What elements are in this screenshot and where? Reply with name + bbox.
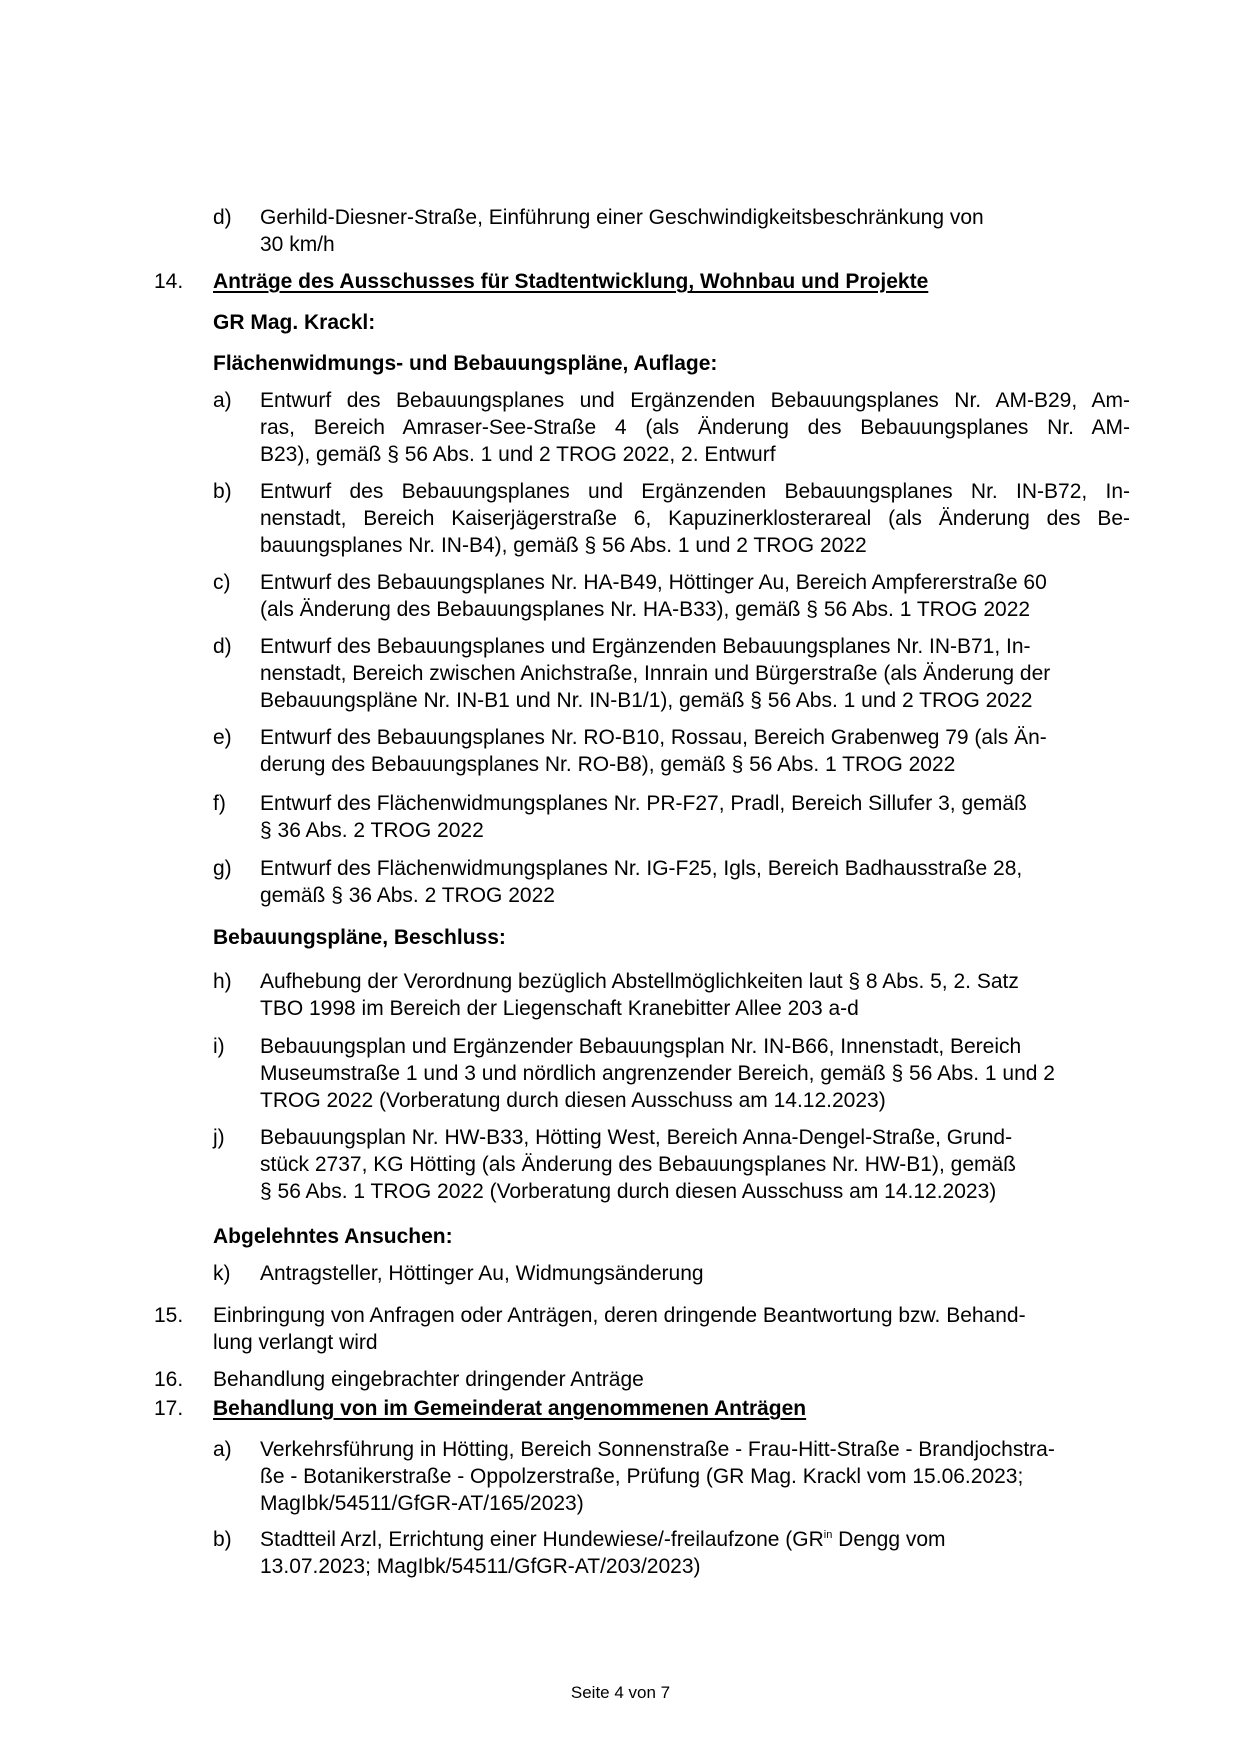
speaker-label: GR Mag. Krackl:	[213, 311, 376, 334]
group-heading: Flächenwidmungs- und Bebauungspläne, Auflage:	[213, 352, 718, 375]
list-item: Aufhebung der Verordnung bezüglich Abstellmöglichkeiten laut § 8 Abs. 5, 2. Satz TBO 1998 im Bereich der Liegenschaft Kranebitter Allee 203 a-d	[260, 970, 1019, 1020]
list-item: Entwurf des Bebauungsplanes und Ergänzenden Bebauungsplanes Nr. AM-B29, Am- ras, Bereich Amraser-See-Straße 4 (als Änderung des Bebauungsplanes Nr. AM- B23), gemäß § 56 Abs. 1 und 2 TROG 2022, 2. Entwurf	[260, 389, 1130, 466]
section-text: Behandlung eingebrachter dringender Anträge	[213, 1368, 644, 1391]
list-item: Entwurf des Bebauungsplanes Nr. HA-B49, Höttinger Au, Bereich Ampfererstraße 60 (als Änderung des Bebauungsplanes Nr. HA-B33), gemäß § 56 Abs. 1 TROG 2022	[260, 571, 1047, 621]
list-marker: e)	[213, 726, 232, 749]
list-marker: a)	[213, 1438, 232, 1461]
list-marker: i)	[213, 1035, 225, 1058]
page-number: Seite 4 von 7	[570, 1683, 671, 1702]
list-marker: h)	[213, 970, 232, 993]
section-title: Behandlung von im Gemeinderat angenommenen Anträgen	[213, 1397, 807, 1420]
list-item: Entwurf des Bebauungsplanes und Ergänzenden Bebauungsplanes Nr. IN-B71, In- nenstadt, Bereich zwischen Anichstraße, Innrain und Bürgerstraße (als Änderung der Bebauungspläne Nr. IN-B1 und Nr. IN-B1/1), gemäß § 56 Abs. 1 und 2 TROG 2022	[260, 635, 1051, 712]
section-number: 16.	[154, 1368, 184, 1391]
list-item: Bebauungsplan und Ergänzender Bebauungsplan Nr. IN-B66, Innenstadt, Bereich Museumstraße 1 und 3 und nördlich angrenzender Bereich, gemäß § 56 Abs. 1 und 2 TROG 2022 (Vorberatung durch diesen Ausschuss am 14.12.2023)	[260, 1035, 1055, 1112]
list-marker: f)	[213, 792, 226, 815]
list-marker: b)	[213, 480, 232, 503]
list-marker: d)	[213, 206, 232, 229]
section-number: 15.	[154, 1304, 184, 1327]
list-item: Bebauungsplan Nr. HW-B33, Hötting West, Bereich Anna-Dengel-Straße, Grund- stück 2737, KG Hötting (als Änderung des Bebauungsplanes Nr. HW-B1), gemäß § 56 Abs. 1 TROG 2022 (Vorberatung durch diesen Ausschuss am 14.12.2023)	[260, 1126, 1017, 1203]
section-number: 14.	[154, 270, 184, 293]
list-marker: j)	[213, 1126, 225, 1149]
list-marker: d)	[213, 635, 232, 658]
list-item: Verkehrsführung in Hötting, Bereich Sonnenstraße - Frau-Hitt-Straße - Brandjochstra- ße - Botanikerstraße - Oppolzerstraße, Prüfung (GR Mag. Krackl vom 15.06.2023; MagIbk/54511/GfGR-AT/165/2023)	[260, 1438, 1055, 1515]
section-title: Anträge des Ausschusses für Stadtentwicklung, Wohnbau und Projekte	[213, 270, 929, 293]
list-marker: k)	[213, 1262, 231, 1285]
list-item: Entwurf des Flächenwidmungsplanes Nr. IG-F25, Igls, Bereich Badhausstraße 28, gemäß § 36 Abs. 2 TROG 2022	[260, 857, 1023, 907]
section-number: 17.	[154, 1397, 184, 1420]
list-marker: b)	[213, 1528, 232, 1551]
list-item: Entwurf des Flächenwidmungsplanes Nr. PR-F27, Pradl, Bereich Sillufer 3, gemäß § 36 Abs. 2 TROG 2022	[260, 792, 1027, 842]
list-item: Antragsteller, Höttinger Au, Widmungsänderung	[260, 1262, 704, 1285]
list-marker: g)	[213, 857, 232, 880]
list-item: Entwurf des Bebauungsplanes Nr. RO-B10, Rossau, Bereich Grabenweg 79 (als Än- derung des Bebauungsplanes Nr. RO-B8), gemäß § 56 Abs. 1 TROG 2022	[260, 726, 1047, 776]
list-marker: a)	[213, 389, 232, 412]
list-item: Entwurf des Bebauungsplanes und Ergänzenden Bebauungsplanes Nr. IN-B72, In- nenstadt, Bereich Kaiserjägerstraße 6, Kapuzinerklosterareal (als Änderung des Be- bauungsplanes Nr. IN-B4), gemäß § 56 Abs. 1 und 2 TROG 2022	[260, 480, 1130, 557]
section-text: Einbringung von Anfragen oder Anträgen, deren dringende Beantwortung bzw. Behand- lung verlangt wird	[213, 1304, 1026, 1354]
list-item: Gerhild-Diesner-Straße, Einführung einer Geschwindigkeitsbeschränkung von 30 km/h	[260, 206, 984, 256]
list-item: Stadtteil Arzl, Errichtung einer Hundewiese/-freilaufzone ($GR^{in}$ Dengg vom 13.07.2023; MagIbk/54511/GfGR-AT/203/2023)	[260, 1528, 946, 1578]
list-marker: c)	[213, 571, 231, 594]
group-heading: Abgelehntes Ansuchen:	[213, 1225, 453, 1248]
group-heading: Bebauungspläne, Beschluss:	[213, 926, 506, 949]
